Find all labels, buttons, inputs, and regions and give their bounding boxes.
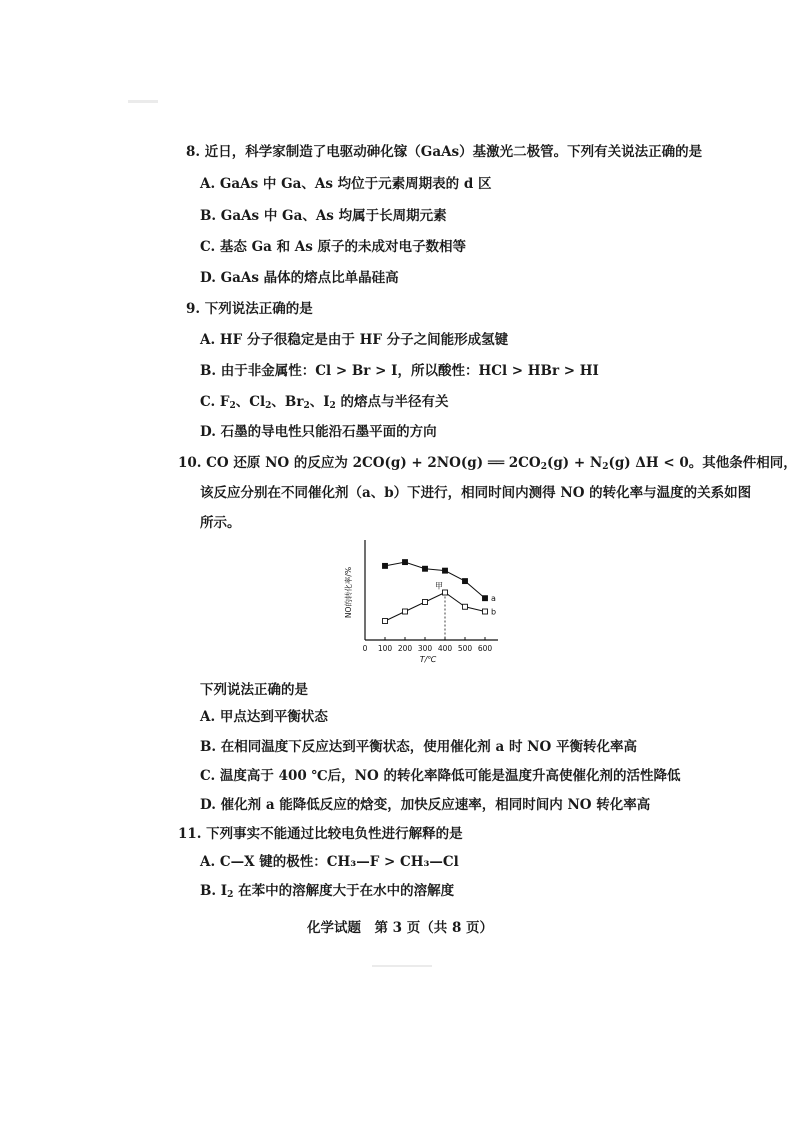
q10-option-c: C. 温度高于 400 ℃后，NO 的转化率降低可能是温度升高使催化剂的活性降低 <box>200 768 681 784</box>
q11-b-sub: 2 <box>227 890 234 900</box>
legend-b: b <box>491 607 497 617</box>
x-tick-label-300: 300 <box>417 644 433 653</box>
x-tick-label-0: 0 <box>362 644 368 653</box>
q11-b-suffix: 在苯中的溶解度大于在水中的溶解度 <box>233 883 455 899</box>
q10-option-d: D. 催化剂 a 能降低反应的焓变，加快反应速率，相同时间内 NO 转化率高 <box>200 797 651 813</box>
q9-option-d: D. 石墨的导电性只能沿石墨平面的方向 <box>200 424 437 440</box>
q8-option-d: D. GaAs 晶体的熔点比单晶硅高 <box>200 270 399 286</box>
series-b-point-300 <box>423 600 428 605</box>
x-tick-label-400: 400 <box>437 644 453 653</box>
q8-option-a: A. GaAs 中 Ga、As 均位于元素周期表的 d 区 <box>200 176 492 192</box>
q9-option-b: B. 由于非金属性：Cl > Br > I，所以酸性：HCl > HBr > HI <box>200 363 599 379</box>
annotation-label: 甲 <box>435 581 443 591</box>
q9-option-a: A. HF 分子很稳定是由于 HF 分子之间能形成氢键 <box>200 332 509 348</box>
series-a-point-300 <box>423 566 428 571</box>
q11-option-a: A. C—X 键的极性：CH₃—F > CH₃—Cl <box>200 854 459 870</box>
q11-option-b <box>200 882 454 904</box>
series-a-point-500 <box>463 579 468 584</box>
q10-stem-suffix: (g) ΔH < 0。其他条件相同， <box>608 455 797 471</box>
q9-c-p0: F <box>219 394 230 410</box>
series-b-point-100 <box>383 619 388 624</box>
series-a-point-400 <box>443 568 448 573</box>
page-footer: 化学试题 第 3 页（共 8 页） <box>306 920 494 936</box>
series-a-point-200 <box>403 560 408 565</box>
q11-b-prefix: B. I <box>200 883 228 899</box>
q8-option-c: C. 基态 Ga 和 As 原子的未成对电子数相等 <box>200 239 467 255</box>
q10-option-b: B. 在相同温度下反应达到平衡状态，使用催化剂 a 时 NO 平衡转化率高 <box>200 739 637 755</box>
series-a-line <box>385 562 485 598</box>
q9-c-p2: 、Cl <box>235 394 266 410</box>
q10-stem-line3: 所示。 <box>200 515 241 531</box>
q10-stem-prefix: 10. CO 还原 NO 的反应为 2CO(g) + 2NO(g) ══ 2CO <box>178 455 541 471</box>
legend-a: a <box>491 594 496 604</box>
x-axis-label: T/℃ <box>419 655 437 664</box>
q10-question: 下列说法正确的是 <box>200 682 308 698</box>
q9-c-p6: 、I <box>309 394 330 410</box>
q9-c-p3: 2 <box>265 401 272 411</box>
series-b-point-600 <box>483 609 488 614</box>
series-b-line <box>385 593 485 622</box>
q9-stem: 9. 下列说法正确的是 <box>186 301 313 317</box>
x-tick-label-100: 100 <box>377 644 393 653</box>
series-b-point-500 <box>463 604 468 609</box>
y-axis-label: NO的转化率/% <box>344 566 353 619</box>
x-tick-label-600: 600 <box>477 644 493 653</box>
x-tick-label-500: 500 <box>457 644 473 653</box>
scan-smudge-bottom <box>372 965 432 967</box>
q10-stem-sub2: 2 <box>602 462 609 472</box>
series-a-point-600 <box>483 596 488 601</box>
q9-c-p7: 2 <box>329 401 336 411</box>
q9-c-p1: 2 <box>229 401 236 411</box>
x-tick-label-200: 200 <box>397 644 413 653</box>
q10-stem-sub1: 2 <box>540 462 547 472</box>
q10-option-a: A. 甲点达到平衡状态 <box>200 709 328 725</box>
series-b-point-400 <box>443 590 448 595</box>
series-a-point-100 <box>383 563 388 568</box>
q10-stem <box>178 454 797 476</box>
q9-c-p4: 、Br <box>271 394 304 410</box>
q8-stem: 8. 近日，科学家制造了电驱动砷化镓（GaAs）基激光二极管。下列有关说法正确的是 <box>186 144 703 160</box>
q9-option-c: C. $F_2$、$Cl_2$、$Br_2$、$I_2$ 的熔点与半径有关 <box>200 394 449 411</box>
q10-stem-mid: (g) + N <box>546 455 603 471</box>
series-b-point-200 <box>403 609 408 614</box>
q9-c-p8: 的熔点与半径有关 <box>335 394 449 410</box>
q8-option-b: B. GaAs 中 Ga、As 均属于长周期元素 <box>200 208 447 224</box>
chart-layer <box>343 540 498 664</box>
no-conversion-chart <box>330 535 500 675</box>
q9-c-p5: 2 <box>303 401 310 411</box>
scan-smudge <box>128 100 158 103</box>
q10-stem-line2: 该反应分别在不同催化剂（a、b）下进行，相同时间内测得 NO 的转化率与温度的关系如图 <box>200 485 752 501</box>
q11-stem: 11. 下列事实不能通过比较电负性进行解释的是 <box>178 826 463 842</box>
